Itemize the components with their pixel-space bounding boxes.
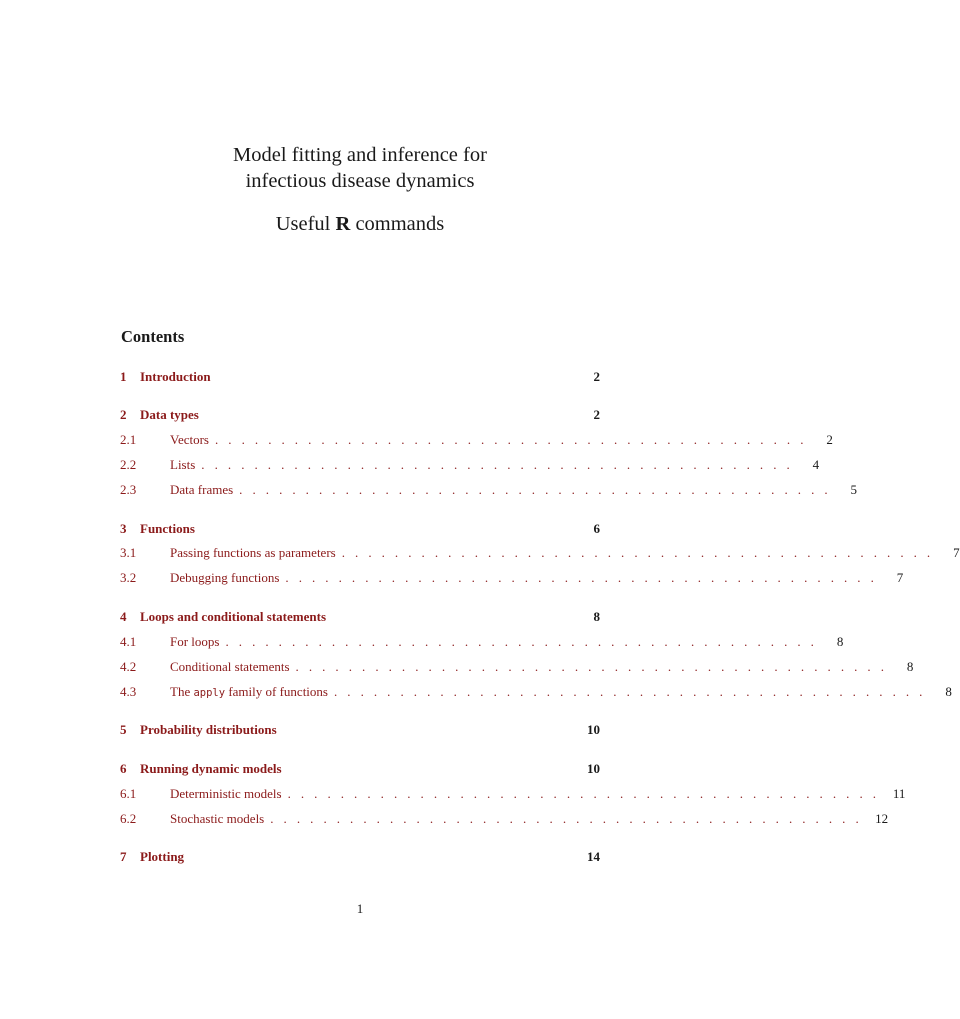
toc-number: 3.2 (120, 570, 137, 585)
toc-leader-dots: . . . . . . . . . . . . . . . . . . . . . . . . . . . . . . . . . . . . . . . . . . . . . (239, 482, 832, 497)
toc-entry-stochastic-models[interactable] (120, 809, 889, 829)
toc-entry-conditional-statements[interactable] (120, 657, 914, 677)
toc-leader-dots: . . . . . . . . . . . . . . . . . . . . . . . . . . . . . . . . . . . . . . . . . . . . . (225, 634, 818, 649)
toc-label: Stochastic models (170, 811, 265, 826)
toc-label: Plotting (140, 849, 185, 864)
toc-entry-running-dynamic-models[interactable] (120, 759, 600, 779)
toc-entry-deterministic-models[interactable] (120, 784, 906, 804)
toc-number: 2.2 (120, 457, 137, 472)
toc-leader-dots: . . . . . . . . . . . . . . . . . . . . . . . . . . . . . . . . . . . . . . . . . . . . . (341, 545, 934, 560)
toc-entry-data-frames[interactable] (120, 480, 858, 500)
toc-page: 4 (812, 457, 820, 472)
toc-label-pre: The (170, 684, 194, 699)
toc-number: 6.1 (120, 786, 137, 801)
toc-label: Data frames (170, 482, 234, 497)
toc-page: 11 (892, 786, 906, 801)
toc-page: 8 (836, 634, 844, 649)
toc-entry-apply-family[interactable] (120, 682, 952, 702)
title-line-2: infectious disease dynamics (245, 170, 475, 192)
toc-entry-introduction[interactable] (120, 367, 600, 387)
toc-page: 2 (826, 432, 833, 447)
toc-entry-debugging-functions[interactable] (120, 568, 904, 588)
toc-number: 2 (120, 407, 127, 422)
toc-number: 6 (120, 761, 127, 776)
toc-number: 4 (120, 609, 127, 624)
toc-number: 5 (120, 722, 127, 737)
toc-entry-loops-conditionals[interactable] (120, 607, 600, 627)
subtitle-suffix: commands (350, 213, 445, 235)
toc-number: 3 (120, 521, 127, 536)
toc-number: 2.1 (120, 432, 137, 447)
toc-leader-dots: . . . . . . . . . . . . . . . . . . . . . . . . . . . . . . . . . . . . . . . . . . . . . (215, 432, 807, 447)
toc-label (170, 682, 328, 703)
toc-page: 2 (593, 407, 600, 422)
toc-number: 3.1 (120, 545, 137, 560)
toc-entry-plotting[interactable] (120, 847, 600, 867)
toc-page: 8 (906, 659, 914, 674)
toc-label: Probability distributions (140, 722, 277, 737)
contents-heading: Contents (121, 327, 185, 346)
toc-number: 4.3 (120, 684, 137, 699)
toc-page: 7 (896, 570, 904, 585)
toc-label: Running dynamic models (140, 761, 282, 776)
toc-entry-lists[interactable] (120, 455, 820, 475)
toc-leader-dots: . . . . . . . . . . . . . . . . . . . . . . . . . . . . . . . . . . . . . . . . . . . . . (270, 811, 863, 826)
page-number: 1 (356, 901, 364, 916)
toc-page: 12 (875, 811, 889, 826)
toc-label: Lists (170, 457, 196, 472)
toc-label: Debugging functions (170, 570, 280, 585)
toc-number: 6.2 (120, 811, 137, 826)
toc-label-post: family of functions (225, 684, 328, 699)
toc-page: 8 (945, 684, 952, 699)
toc-entry-data-types[interactable] (120, 405, 600, 425)
title-line-1: Model fitting and inference for (233, 144, 487, 166)
toc-label: Introduction (140, 369, 211, 384)
toc-label: Vectors (170, 432, 209, 447)
toc-leader-dots: . . . . . . . . . . . . . . . . . . . . . . . . . . . . . . . . . . . . . . . . . . . . . (287, 786, 880, 801)
toc-number: 1 (120, 369, 127, 384)
toc-leader-dots: . . . . . . . . . . . . . . . . . . . . . . . . . . . . . . . . . . . . . . . . . . . . . (333, 684, 926, 699)
toc-number: 7 (120, 849, 127, 864)
toc-leader-dots: . . . . . . . . . . . . . . . . . . . . . . . . . . . . . . . . . . . . . . . . . . . . . (201, 457, 794, 472)
toc-number: 4.2 (120, 659, 137, 674)
toc-entry-functions[interactable] (120, 519, 600, 539)
toc-label: Data types (140, 407, 199, 422)
toc-entry-probability-distributions[interactable] (120, 720, 600, 740)
toc-entry-for-loops[interactable] (120, 632, 844, 652)
toc-page: 6 (593, 521, 600, 536)
toc-label-code: apply (193, 687, 226, 699)
toc-number: 4.1 (120, 634, 137, 649)
toc-label: Functions (140, 521, 195, 536)
toc-page: 2 (593, 369, 600, 384)
toc-entry-passing-functions[interactable] (120, 543, 960, 563)
subtitle-prefix: Useful (275, 213, 336, 235)
toc-label: Loops and conditional statements (140, 609, 326, 624)
toc-leader-dots: . . . . . . . . . . . . . . . . . . . . . . . . . . . . . . . . . . . . . . . . . . . . . (285, 570, 878, 585)
toc-page: 10 (587, 761, 600, 776)
toc-page: 5 (850, 482, 858, 497)
toc-page: 14 (587, 849, 600, 864)
toc-page: 7 (953, 545, 960, 560)
toc-page: 8 (593, 609, 600, 624)
toc-label: Conditional statements (170, 659, 290, 674)
toc-page: 10 (587, 722, 600, 737)
toc-label: Passing functions as parameters (170, 545, 336, 560)
toc-leader-dots: . . . . . . . . . . . . . . . . . . . . . . . . . . . . . . . . . . . . . . . . . . . . . (295, 659, 888, 674)
toc-label: For loops (170, 634, 220, 649)
toc-number: 2.3 (120, 482, 137, 497)
toc-label: Deterministic models (170, 786, 282, 801)
subtitle (0, 211, 720, 237)
subtitle-bold-r: R (335, 213, 351, 235)
toc-entry-vectors[interactable] (120, 430, 833, 450)
